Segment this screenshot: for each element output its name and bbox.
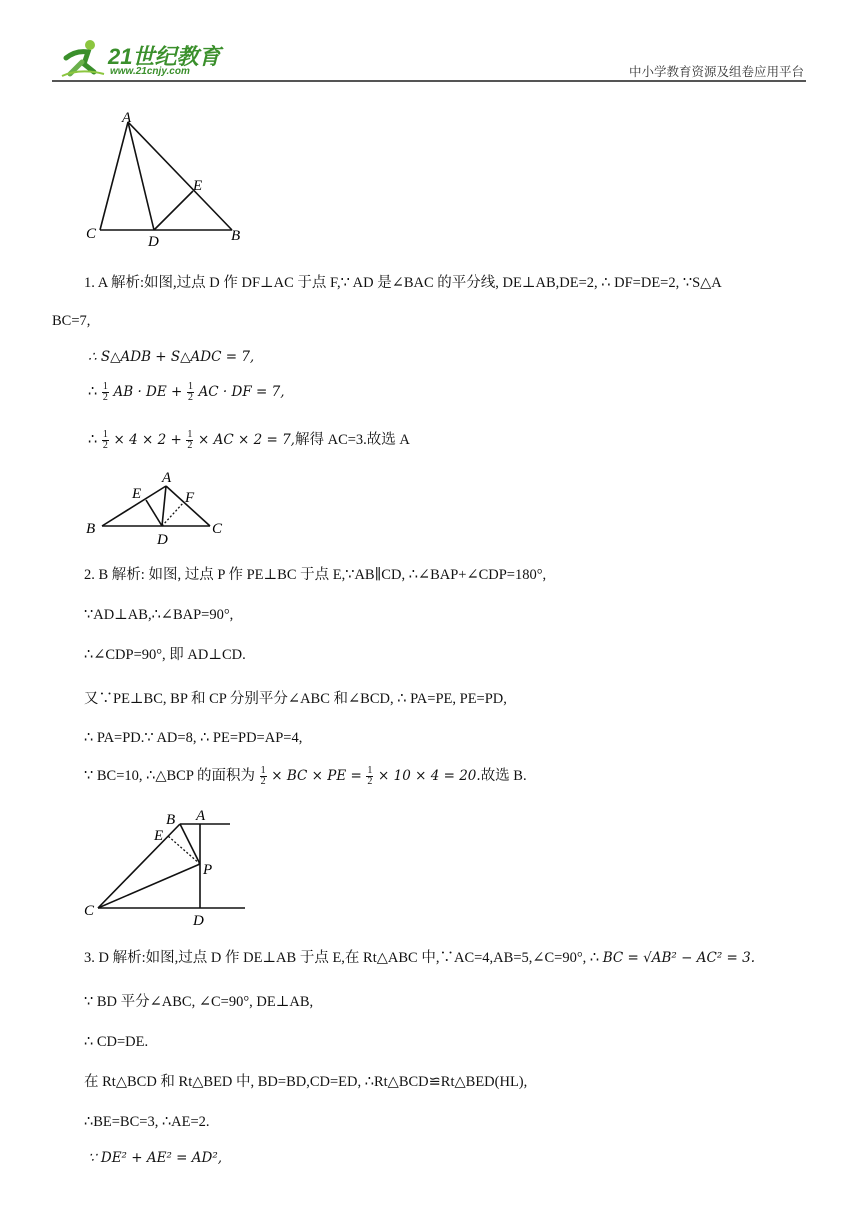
- fraction-half: $\frac{1}{2}$: [102, 381, 108, 404]
- s2-line5: ∴ PA=PD.∵ AD=8, ∴ PE=PD=AP=4,: [84, 730, 303, 746]
- fraction-half: $\frac{1}{2}$: [187, 429, 193, 452]
- fig1-label-B: B: [231, 228, 241, 244]
- s3-line3: ∴ CD=DE.: [84, 1034, 149, 1050]
- s2-line4: 又∵PE⊥BC, BP 和 CP 分别平分∠ABC 和∠BCD, ∴ PA=PE, PE=PD,: [84, 691, 507, 707]
- fig3-label-A: A: [196, 808, 206, 824]
- fig1-label-C: C: [86, 226, 97, 242]
- logo-main-text: 21世纪教育: [108, 44, 221, 69]
- figure-2-triangle: [82, 466, 232, 548]
- s1-math-3: ∴ $\frac{1}{2}$ × 4 × 2 + $\frac{1}{2}$ × AC × 2 = 7,解得 AC=3.故选 A: [88, 429, 410, 452]
- s1-line1: 1. A 解析:如图,过点 D 作 DF⊥AC 于点 F,∵ AD 是∠BAC 的平分线, DE⊥AB,DE=2, ∴ DF=DE=2, ∵S△A: [84, 275, 722, 291]
- s3-line6: ∵ DE² + AE² = AD²,: [88, 1150, 223, 1166]
- fig2-label-D: D: [157, 532, 168, 548]
- fraction-half: $\frac{1}{2}$: [367, 765, 373, 788]
- fig2-label-F: F: [185, 490, 195, 506]
- s2-line2: ∵AD⊥AB,∴∠BAP=90°,: [84, 607, 234, 623]
- header-logo: [60, 38, 230, 80]
- fig3-label-B: B: [166, 812, 176, 828]
- header-tagline: 中小学教育资源及组卷应用平台: [628, 65, 804, 79]
- fig2-label-E: E: [132, 486, 142, 502]
- s1-math-2: ∴ $\frac{1}{2}$ AB · DE + $\frac{1}{2}$ AC · DF = 7,: [88, 381, 285, 404]
- fig3-label-E: E: [154, 828, 164, 844]
- s2-line3: ∴∠CDP=90°, 即 AD⊥CD.: [84, 647, 246, 663]
- s1-math-1: ∴ S△ADB + S△ADC = 7,: [88, 349, 255, 365]
- s3-line5: ∴BE=BC=3, ∴AE=2.: [84, 1114, 210, 1130]
- fig2-label-A: A: [162, 470, 172, 486]
- s3-line4: 在 Rt△BCD 和 Rt△BED 中, BD=BD,CD=ED, ∴Rt△BCD≌Rt△BED(HL),: [84, 1074, 528, 1090]
- fig1-label-A: A: [122, 110, 132, 126]
- fig3-label-P: P: [203, 862, 213, 878]
- logo-url-text: www.21cnjy.com: [110, 66, 190, 77]
- fraction-half: $\frac{1}{2}$: [102, 429, 108, 452]
- figure-3-parallel-lines: [80, 806, 255, 930]
- runner-logo-icon: [60, 38, 106, 80]
- fraction-half: $\frac{1}{2}$: [187, 381, 193, 404]
- fraction-half: $\frac{1}{2}$: [260, 765, 266, 788]
- fig2-label-B: B: [86, 521, 96, 537]
- s1-line2: BC=7,: [52, 313, 91, 329]
- fig1-label-E: E: [193, 178, 203, 194]
- s2-line6: ∵ BC=10, ∴△BCP 的面积为 $\frac{1}{2}$ × BC × PE = $\frac{1}{2}$ × 10 × 4 = 20.故选 B.: [84, 765, 527, 788]
- s3-line1: 3. D 解析:如图,过点 D 作 DE⊥AB 于点 E,在 Rt△ABC 中,∵AC=4,AB=5,∠C=90°, ∴ BC = √AB² − AC² = 3.: [84, 950, 756, 966]
- fig3-label-D: D: [193, 913, 204, 929]
- header-divider: [52, 80, 806, 82]
- fig2-label-C: C: [212, 521, 223, 537]
- figure-1-triangle: [80, 108, 250, 248]
- s3-line2: ∵ BD 平分∠ABC, ∠C=90°, DE⊥AB,: [84, 994, 314, 1010]
- fig1-label-D: D: [148, 234, 159, 248]
- fig3-label-C: C: [84, 903, 95, 919]
- s2-line1: 2. B 解析: 如图, 过点 P 作 PE⊥BC 于点 E,∵AB∥CD, ∴∠BAP+∠CDP=180°,: [84, 567, 547, 583]
